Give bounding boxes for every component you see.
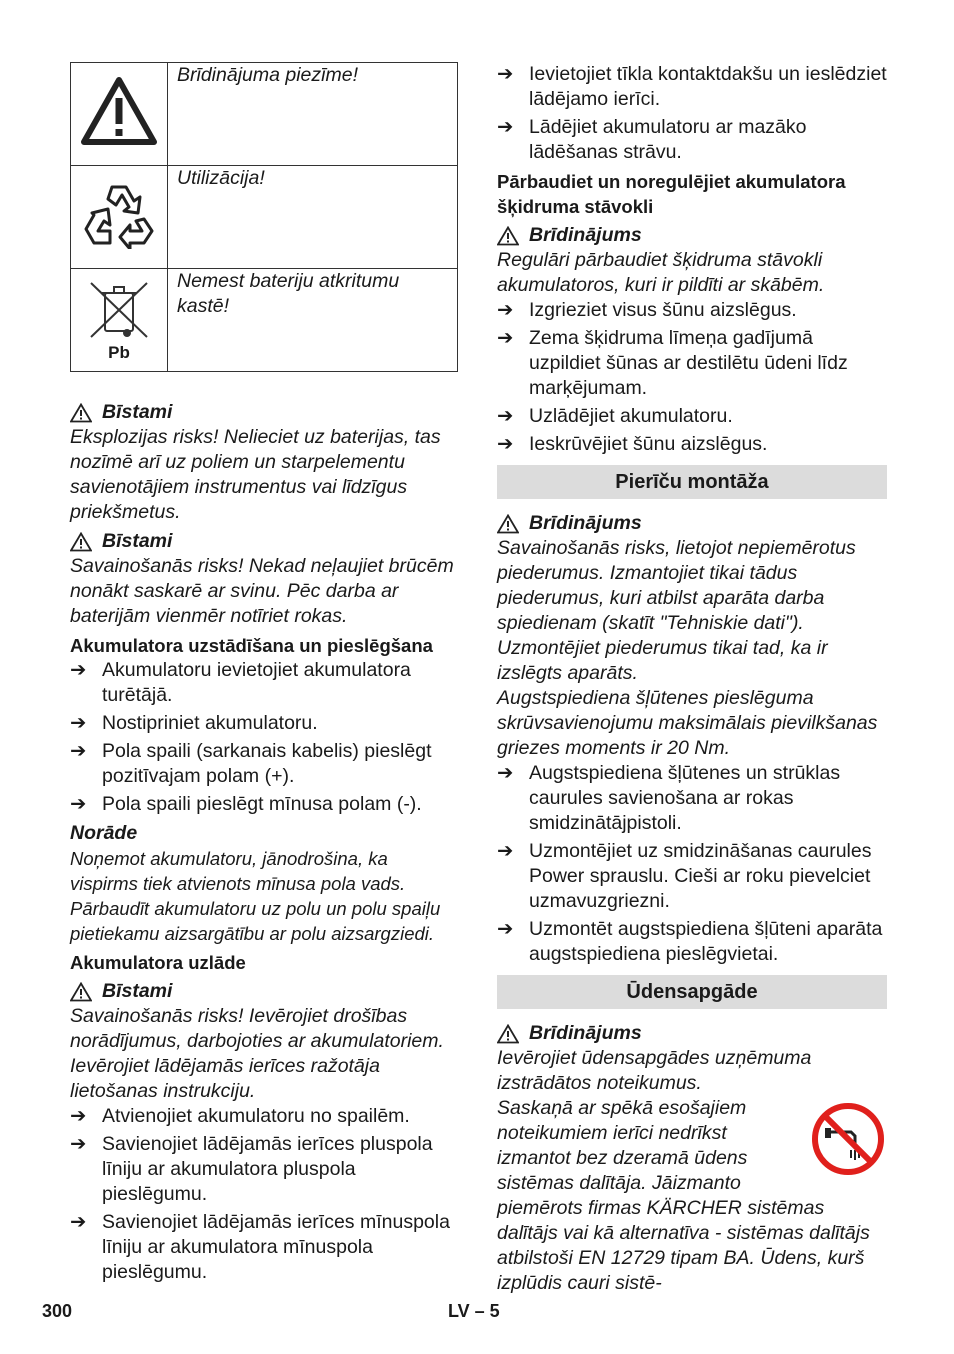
warning-small-icon bbox=[497, 1024, 519, 1044]
danger-heading-2 bbox=[70, 529, 460, 554]
arrow-icon: ➔ bbox=[70, 1211, 87, 1233]
note-text: Noņemot akumulatoru, jānodrošina, ka vispirms tiek atvienots mīnusa pola vads. Pārbaudīt akumulatoru uz polu un polu spaiļu pietiekamu aizsargātību ar polu aizsargziedi. bbox=[70, 848, 441, 944]
warn-text-2b: Uzmontējiet piederumus tikai tad, ka ir izslēgts aparāts. bbox=[497, 637, 828, 684]
danger-text-2: Savainošanās risks! Nekad neļaujiet brūcēm nonākt saskarē ar svinu. Pēc darba ar baterijām vienmēr notīriet rokas. bbox=[70, 555, 454, 627]
arrow-icon: ➔ bbox=[497, 63, 514, 85]
warning-triangle-icon bbox=[71, 63, 168, 166]
danger-heading-3 bbox=[70, 979, 460, 1004]
danger-text-1: Eksplozijas risks! Nelieciet uz baterijas, tas nozīmē arī uz poliem un starpelementu savienotājiem instrumentus vai līdzīgus priekšmetus. bbox=[70, 426, 441, 523]
warning-small-icon bbox=[70, 403, 92, 423]
crossed-bin-icon bbox=[71, 269, 168, 372]
no-drinking-water-icon bbox=[811, 1102, 885, 1176]
warn-text-3a: Ievērojiet ūdensapgādes uzņēmuma izstrādātos noteikumus. bbox=[497, 1047, 812, 1094]
warn-label-2: Brīdinājums bbox=[529, 512, 642, 534]
warning-small-icon bbox=[70, 532, 92, 552]
list-item: ➔ Atvienojiet akumulatoru no spailēm. bbox=[70, 1105, 410, 1127]
symbol-text-recycling: Utilizācija! bbox=[168, 166, 458, 269]
symbol-text-warning: Brīdinājuma piezīme! bbox=[168, 63, 458, 166]
warn-label-3: Brīdinājums bbox=[529, 1022, 642, 1044]
arrow-icon: ➔ bbox=[497, 405, 514, 427]
warning-small-icon bbox=[497, 514, 519, 534]
list-item: ➔ Ieskrūvējiet šūnu aizslēgus. bbox=[497, 433, 768, 455]
list-item: ➔ Savienojiet lādējamās ierīces mīnuspola līniju ar akumulatora mīnuspola pieslēgumu. bbox=[70, 1211, 450, 1283]
symbol-row-bin bbox=[71, 269, 458, 372]
warning-small-icon bbox=[497, 226, 519, 246]
section-title-accessories: Pierīču montāža bbox=[497, 465, 887, 499]
list-item: ➔ Savienojiet lādējamās ierīces pluspola līniju ar akumulatora pluspola pieslēgumu. bbox=[70, 1133, 433, 1205]
list-item: ➔ Ievietojiet tīkla kontaktdakšu un ieslēdziet lādējamo ierīci. bbox=[497, 63, 887, 110]
right-column bbox=[497, 62, 887, 1296]
symbol-table bbox=[70, 62, 458, 372]
list-item: ➔ Uzlādējiet akumulatoru. bbox=[497, 405, 733, 427]
check-steps bbox=[497, 298, 887, 457]
warn-heading-3 bbox=[497, 1021, 887, 1046]
install-steps bbox=[70, 658, 460, 817]
list-item: ➔ Zema šķidruma līmeņa gadījumā uzpildiet šūnas ar destilētu ūdeni līdz marķējumam. bbox=[497, 327, 848, 399]
warn-label-1: Brīdinājums bbox=[529, 224, 642, 246]
arrow-icon: ➔ bbox=[497, 762, 514, 784]
symbol-text-bin: Nemest bateriju atkritumu kastē! bbox=[168, 269, 458, 372]
arrow-icon: ➔ bbox=[70, 1133, 87, 1155]
list-item: ➔ Uzmontēt augstspiediena šļūteni aparāta augstspiediena pieslēgvietai. bbox=[497, 918, 883, 965]
warn-text-2c: Augstspiediena šļūtenes pieslēguma skrūvsavienojumu maksimālais pievilkšanas griezes moments ir 20 Nm. bbox=[497, 687, 878, 759]
danger-label-2: Bīstami bbox=[102, 530, 173, 552]
list-item: ➔ Nostipriniet akumulatoru. bbox=[70, 712, 318, 734]
arrow-icon: ➔ bbox=[497, 918, 514, 940]
danger-text-3: Savainošanās risks! Ievērojiet drošības norādījumus, darbojoties ar akumulatoriem. Ievērojiet lādējamās ierīces ražotāja lietošanas instrukciju. bbox=[70, 1005, 444, 1102]
arrow-icon: ➔ bbox=[70, 712, 87, 734]
danger-label-3: Bīstami bbox=[102, 980, 173, 1002]
install-heading: Akumulatora uzstādīšana un pieslēgšana bbox=[70, 635, 433, 656]
list-item: ➔ Pola spaili pieslēgt mīnusa polam (-). bbox=[70, 793, 422, 815]
arrow-icon: ➔ bbox=[497, 299, 514, 321]
section-title-water-supply: Ūdensapgāde bbox=[497, 975, 887, 1009]
list-item: ➔ Augstspiediena šļūtenes un strūklas caurules savienošana ar rokas smidzinātājpistoli. bbox=[497, 762, 841, 834]
left-column bbox=[70, 62, 460, 1288]
page-number: 300 bbox=[42, 1301, 73, 1321]
charge-heading: Akumulatora uzlāde bbox=[70, 952, 246, 973]
danger-label-1: Bīstami bbox=[102, 401, 173, 423]
warn-heading-1 bbox=[497, 223, 887, 248]
warn-heading-2 bbox=[497, 511, 887, 536]
bin-label: Pb bbox=[108, 342, 130, 362]
list-item: ➔ Lādējiet akumulatoru ar mazāko lādēšanas strāvu. bbox=[497, 116, 807, 163]
arrow-icon: ➔ bbox=[497, 433, 514, 455]
warn-text-1: Regulāri pārbaudiet šķidruma stāvokli akumulatoros, kuri ir pildīti ar skābēm. bbox=[497, 249, 825, 296]
warning-small-icon bbox=[70, 982, 92, 1002]
arrow-icon: ➔ bbox=[497, 327, 514, 349]
charge-steps bbox=[70, 1104, 460, 1285]
danger-heading-1 bbox=[70, 400, 460, 425]
list-item: ➔ Uzmontējiet uz smidzināšanas caurules Power sprauslu. Cieši ar roku pievelciet uzmavuzgriezni. bbox=[497, 840, 872, 912]
warn-text-3b: Saskaņā ar spēkā esošajiem noteikumiem ierīci nedrīkst izmantot bez dzeramā ūdens sistēmas dalītāja. Jāizmanto piemērots firmas KÄRCHER sistēmas dalītājs vai kā alternatīva - sistēmas dalītājs atbilstoši EN 12729 tipam BA. Ūdens, kurš izplūdis cauri sistē- bbox=[497, 1096, 887, 1296]
check-heading: Pārbaudiet un noregulējiet akumulatora šķidruma stāvokli bbox=[497, 171, 846, 217]
warn-text-2a: Savainošanās risks, lietojot nepiemērotus piederumus. Izmantojiet tikai tādus piederumus, kuri atbilst aparāta darba spiedienam (skatīt "Tehniskie dati"). bbox=[497, 537, 856, 634]
arrow-icon: ➔ bbox=[70, 1105, 87, 1127]
recycling-icon bbox=[71, 166, 168, 269]
mount-steps bbox=[497, 761, 887, 967]
list-item: ➔ Izgrieziet visus šūnu aizslēgus. bbox=[497, 299, 797, 321]
list-item: ➔ Akumulatoru ievietojiet akumulatora turētājā. bbox=[70, 659, 411, 706]
language-page-label: LV – 5 bbox=[448, 1301, 500, 1321]
charge-steps-continued bbox=[497, 62, 887, 165]
symbol-row-recycling bbox=[71, 166, 458, 269]
list-item: ➔ Pola spaili (sarkanais kabelis) pieslēgt pozitīvajam polam (+). bbox=[70, 740, 432, 787]
note-heading: Norāde bbox=[70, 822, 138, 844]
arrow-icon: ➔ bbox=[70, 740, 87, 762]
symbol-row-warning bbox=[71, 63, 458, 166]
arrow-icon: ➔ bbox=[497, 116, 514, 138]
arrow-icon: ➔ bbox=[497, 840, 514, 862]
arrow-icon: ➔ bbox=[70, 793, 87, 815]
arrow-icon: ➔ bbox=[70, 659, 87, 681]
